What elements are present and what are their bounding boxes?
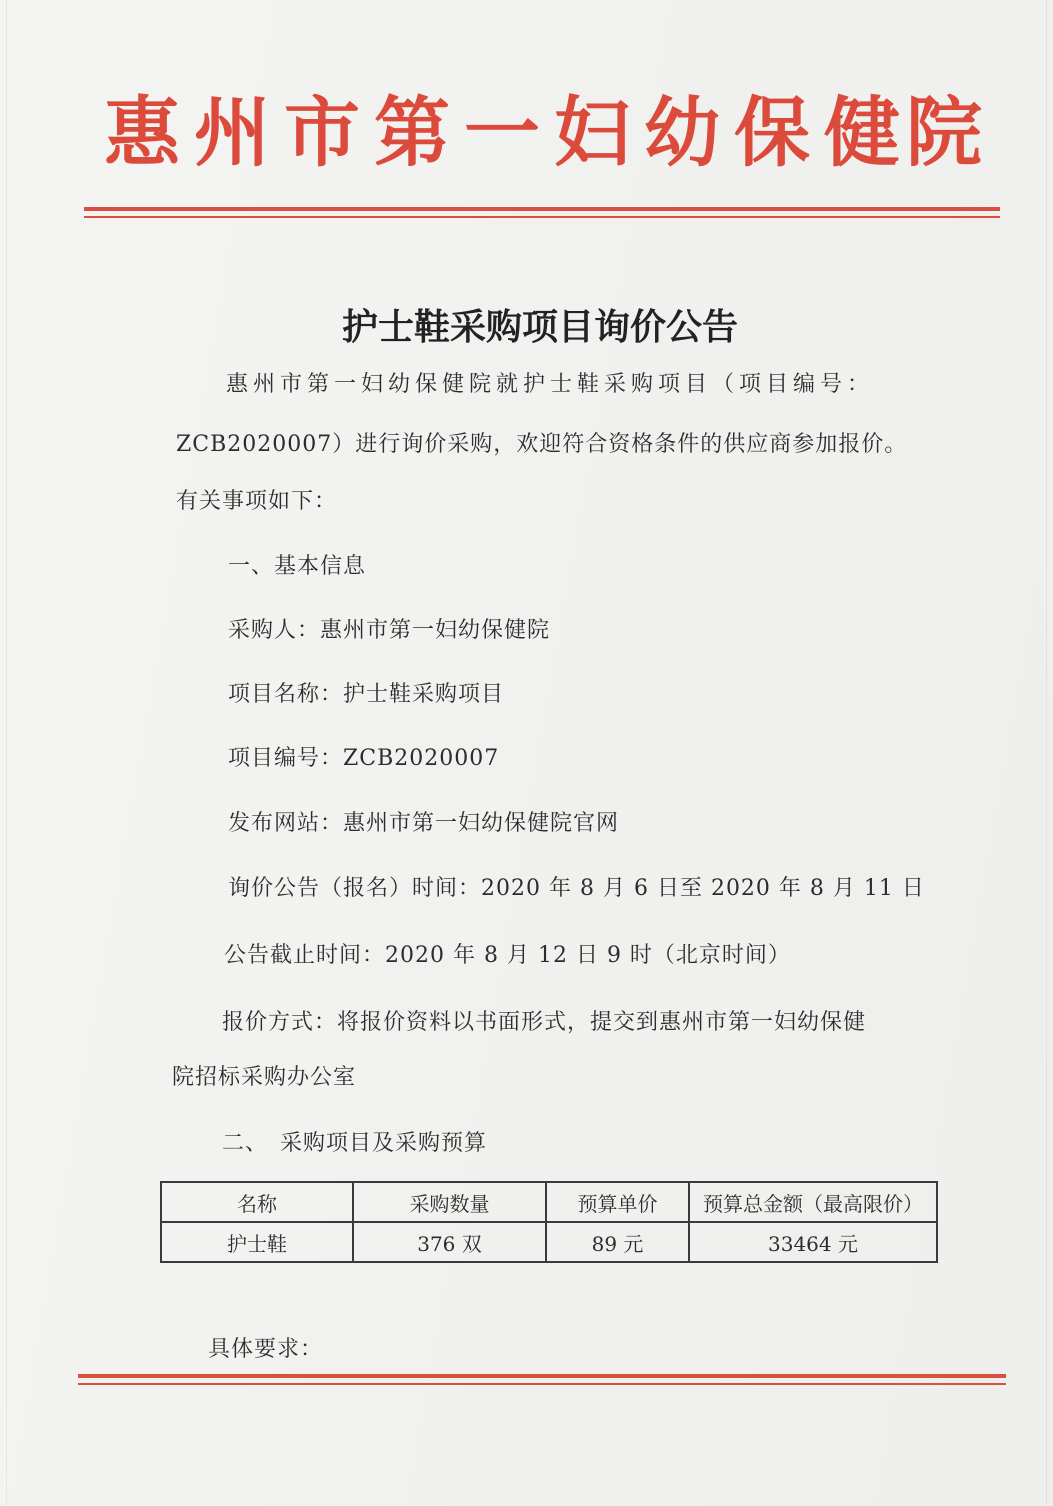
table-cell: 89 元 [546,1222,689,1262]
info-project-name: 项目名称：护士鞋采购项目 [228,682,505,707]
letterhead-char: 市 [284,88,360,177]
info-deadline: 公告截止时间：2020 年 8 月 12 日 9 时（北京时间） [224,943,791,968]
letterhead-char: 幼 [644,88,720,177]
table-header-cell: 预算总金额（最高限价） [689,1182,937,1222]
table-header-cell: 采购数量 [353,1182,546,1222]
letterhead-char: 一 [464,88,540,177]
letterhead-char: 健 [824,88,900,177]
letterhead-char: 州 [194,88,270,177]
document-title: 护士鞋采购项目询价公告 [341,307,738,348]
info-purchaser: 采购人：惠州市第一妇幼保健院 [228,618,551,643]
letterhead-char: 保 [734,88,810,177]
section-heading: 二、 采购项目及采购预算 [222,1131,488,1156]
letterhead-char: 院 [906,88,982,177]
info-project-no: 项目编号：ZCB2020007 [228,746,500,771]
section-heading: 一、基本信息 [228,554,367,579]
intro-line: ZCB2020007）进行询价采购，欢迎符合资格条件的供应商参加报价。 [176,432,908,457]
footer-rule [78,1374,1006,1378]
table-cell: 376 双 [353,1222,546,1262]
letterhead [0,88,1053,178]
table-header-row [161,1182,937,1222]
intro-line: 惠州市第一妇幼保健院就护士鞋采购项目（项目编号： [226,372,875,397]
header-rule-thin [84,216,1000,218]
letterhead-char: 第 [374,88,450,177]
intro-line: 有关事项如下： [176,489,338,514]
info-quote-method: 报价方式：将报价资料以书面形式，提交到惠州市第一妇幼保健 [222,1010,867,1035]
table-row [161,1222,937,1262]
budget-table [160,1181,938,1263]
footer-rule-thin [78,1383,1006,1385]
info-quote-method-cont: 院招标采购办公室 [172,1065,357,1090]
table-header-cell: 预算单价 [546,1182,689,1222]
page-edge [6,0,7,1506]
info-website: 发布网站：惠州市第一妇幼保健院官网 [228,811,620,836]
page-edge [1046,0,1047,1506]
letterhead-char: 惠 [104,88,180,177]
header-rule [84,207,1000,211]
requirements-label: 具体要求： [208,1337,324,1362]
table-header-cell: 名称 [161,1182,353,1222]
table-cell: 护士鞋 [161,1222,353,1262]
letterhead-char: 妇 [554,88,630,177]
info-inquiry-period: 询价公告（报名）时间：2020 年 8 月 6 日至 2020 年 8 月 11 日 [228,876,925,901]
table-cell: 33464 元 [689,1222,937,1262]
